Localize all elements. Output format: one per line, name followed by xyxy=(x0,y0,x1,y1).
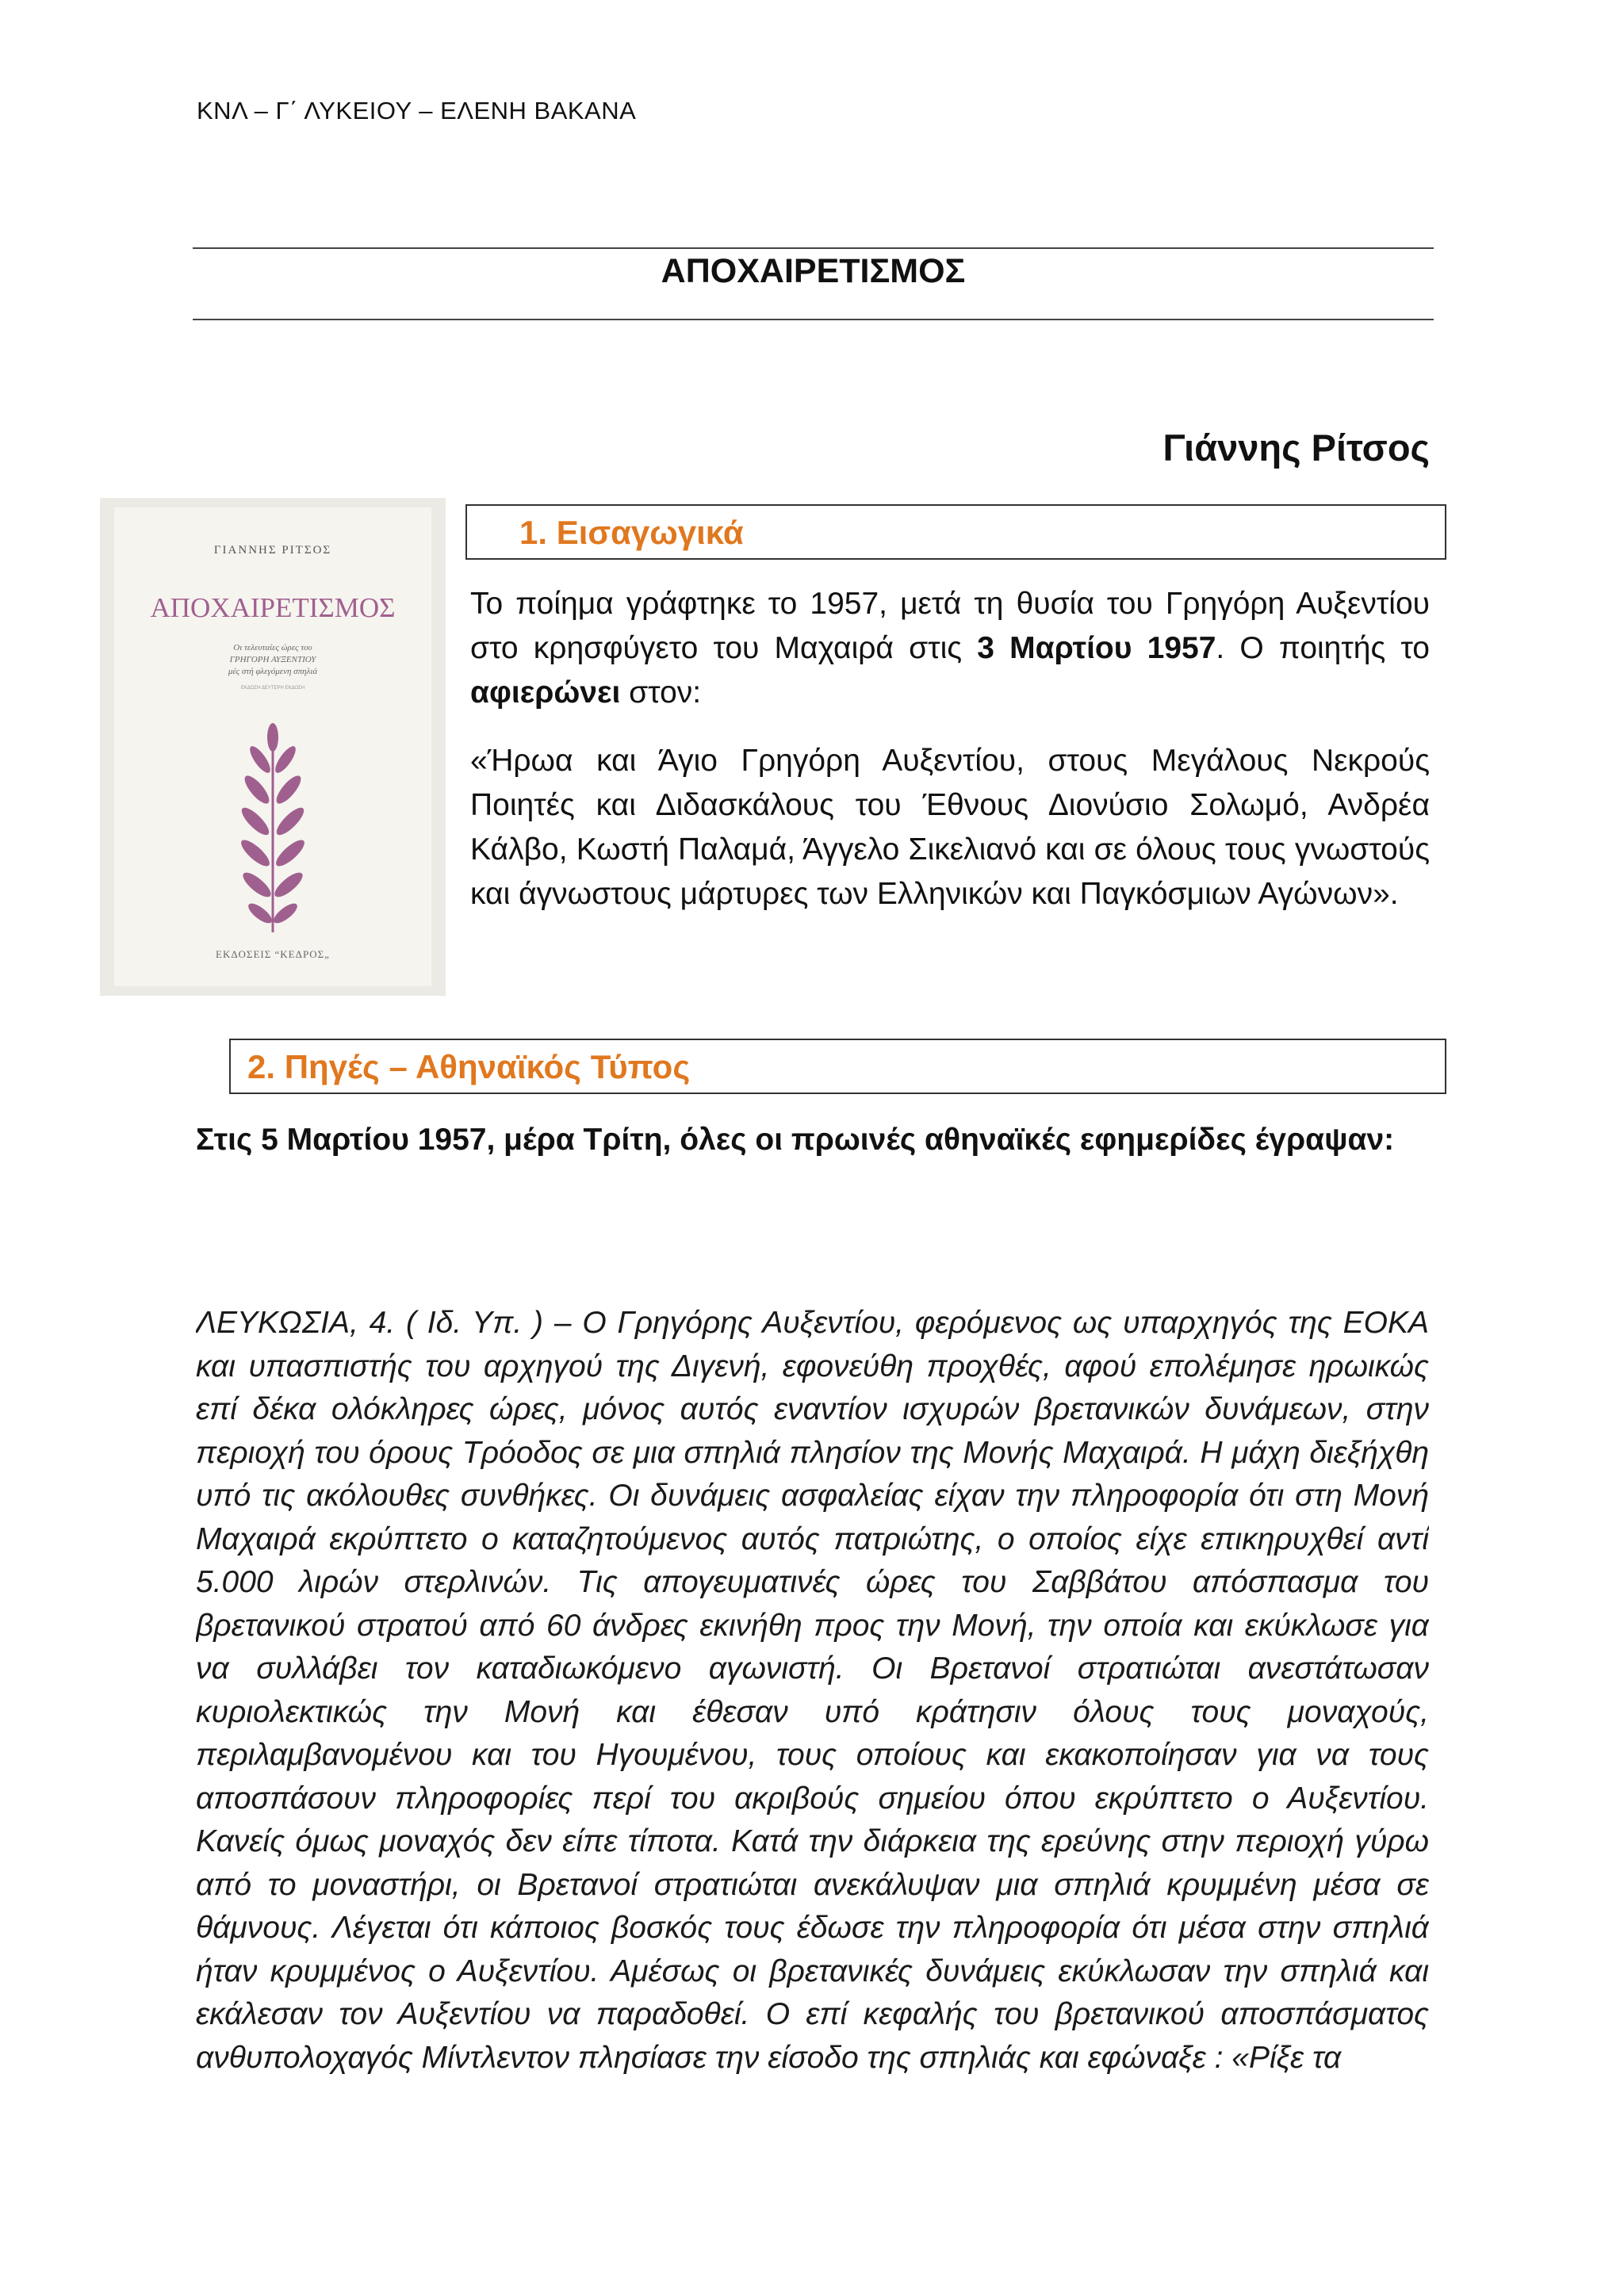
newspaper-article: ΛΕΥΚΩΣΙΑ, 4. ( Ιδ. Υπ. ) – Ο Γρηγόρης Αυξεντίου, φερόμενος ως υπαρχηγός της ΕΟΚΑ και υπασπιστής του αρχηγού της Διγενή, εφονεύθη προχθές, αφού επολέμησε ηρωικώς επί δέκα ολόκληρες ώρες, μόνος αυτός εναντίον ισχυρών βρετανικών δυνάμεων, στην περιοχή του όρους Τρόοδος σε μια σπηλιά πλησίον της Μονής Μαχαιρά. Η μάχη διεξήχθη υπό τις ακόλουθες συνθήκες. Οι δυνάμεις ασφαλείας είχαν την πληροφορία ότι στη Μονή Μαχαιρά εκρύπτετο ο καταζητούμενος αυτός πατριώτης, ο οποίος είχε επικηρυχθεί αντί 5.000 λιρών στερλινών. Τις απογευματινές ώρες του Σαββάτου απόσπασμα του βρετανικού στρατού από 60 άνδρες εκινήθη προς την Μονή, την οποία και εκύκλωσε για να συλλάβει τον καταδιωκόμενο αγωνιστή. Οι Βρετανοί στρατιώται ανεστάτωσαν κυριολεκτικώς την Μονή και έθεσαν υπό κράτησιν όλους τους μοναχούς, περιλαμβανομένου και του Ηγουμένου, τους οποίους και εκακοποίησαν για να τους αποσπάσουν πληροφορίες περί του ακριβούς σημείου όπου εκρύπτετο ο Αυξεντίου. Κανείς όμως μοναχός δεν είπε τίποτα. Κατά την διάρκεια της ερεύνης στην περιοχή γύρω από το μοναστήρι, οι Βρετανοί στρατιώται ανεκάλυψαν μια σπηλιά κρυμμένη μέσα σε θάμνους. Λέγεται ότι κάποιος βοσκός τους έδωσε την πληροφορία ότι μέσα στην σπηλιά ήταν κρυμμένος ο Αυξεντίου. Αμέσως οι βρετανικές δυνάμεις εκύκλωσαν την σπηλιά και εκάλεσαν τον Αυξεντίου να παραδοθεί. Ο επί κεφαλής του βρετανικού αποσπάσματος ανθυπολοχαγός Μίντλεντον πλησίασε την είσοδο της σπηλιάς και εφώναξε : «Ρίξε τα xyxy=(196,1306,1429,2075)
section-heading-intro xyxy=(465,504,1446,560)
section-title: 2. Πηγές – Αθηναϊκός Τύπος xyxy=(247,1048,691,1085)
cover-author: ΓΙΑΝΝΗΣ ΡΙΤΣΟΣ xyxy=(213,544,332,557)
page-title: ΑΠΟΧΑΙΡΕΤΙΣΜΟΣ xyxy=(661,252,966,290)
author-name: Γιάννης Ρίτσος xyxy=(1162,427,1430,469)
cover-subtitle-3: μές στή φλεγόμενη σπηλιά xyxy=(228,667,318,676)
intro-paragraph: Το ποίημα γράφτηκε το 1957, μετά τη θυσία του Γρηγόρη Αυξεντίου στο κρησφύγετο του Μαχαιρά στις 3 Μαρτίου 1957. Ο ποιητής το αφιερώνει στον: xyxy=(470,587,1430,710)
cover-subtitle-1: Οι τελευταίες ώρες του xyxy=(233,643,312,652)
section-title: 1. Εισαγωγικά xyxy=(519,514,744,551)
section-heading-sources xyxy=(229,1039,1446,1094)
title-rule-top xyxy=(193,247,1434,249)
title-rule-bottom xyxy=(193,319,1434,320)
lead-paragraph: Στις 5 Μαρτίου 1957, μέρα Τρίτη, όλες οι πρωινές αθηναϊκές εφημερίδες έγραψαν: xyxy=(196,1123,1395,1157)
page-header: ΚΝΛ – Γ΄ ΛΥΚΕΙΟΥ – ΕΛΕΝΗ ΒΑΚΑΝΑ xyxy=(197,97,637,124)
dedication-paragraph: «Ήρωα και Άγιο Γρηγόρη Αυξεντίου, στους Μεγάλους Νεκρούς Ποιητές και Διδασκάλους του Έθνους Διονύσιο Σολωμό, Ανδρέα Κάλβο, Κωστή Παλαμά, Άγγελο Σικελιανό και σε όλους τους γνωστούς και άγνωστους μάρτυρες των Ελληνικών και Παγκόσμιων Αγώνων». xyxy=(470,744,1430,911)
book-cover-image xyxy=(100,498,446,996)
cover-subtitle-2: ΓΡΗΓΟΡΗ ΑΥΞΕΝΤΙΟΥ xyxy=(229,655,316,664)
cover-title: ΑΠΟΧΑΙΡΕΤΙΣΜΟΣ xyxy=(150,592,396,623)
cover-publisher: ΕΚΔΟΣΕΙΣ “ΚΕΔΡΟΣ„ xyxy=(216,948,330,960)
cover-small-line: ΕΚΔΟΣΗ ΔΕΥΤΕΡΗ ΕΚΔΟΣΗ xyxy=(240,686,305,691)
